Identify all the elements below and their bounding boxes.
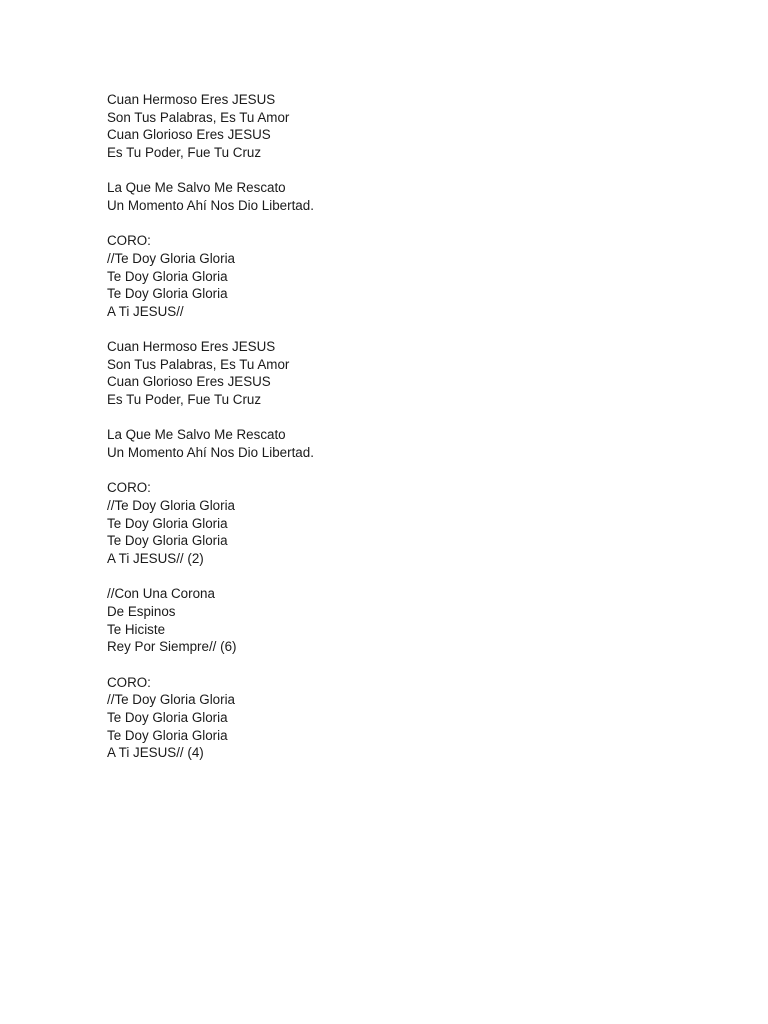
lyric-line: Cuan Glorioso Eres JESUS [107, 127, 271, 143]
lyric-line: Te Doy Gloria Gloria [107, 268, 228, 284]
lyric-line: Son Tus Palabras, Es Tu Amor [107, 109, 290, 125]
lyric-line: Un Momento Ahí Nos Dio Libertad. [107, 197, 314, 213]
lyric-line: Un Momento Ahí Nos Dio Libertad. [107, 445, 314, 461]
chorus-heading: CORO: [107, 480, 151, 496]
lyric-line: Son Tus Palabras, Es Tu Amor [107, 356, 290, 372]
stanza-chorus-2 [107, 479, 314, 567]
lyric-line: A Ti JESUS// [107, 303, 184, 319]
stanza-crown [107, 585, 314, 656]
lyric-line: Te Hiciste [107, 621, 166, 637]
chorus-heading: CORO: [107, 233, 151, 249]
stanza-chorus-1 [107, 232, 314, 320]
stanza-verse-2 [107, 338, 314, 409]
lyric-line: Rey Por Siempre// (6) [107, 639, 237, 655]
lyric-line: Te Doy Gloria Gloria [107, 533, 228, 549]
lyric-line: Es Tu Poder, Fue Tu Cruz [107, 144, 262, 160]
stanza-bridge-1 [107, 179, 314, 214]
lyric-line: //Te Doy Gloria Gloria [107, 250, 235, 266]
lyric-line: La Que Me Salvo Me Rescato [107, 180, 286, 196]
lyric-line: Cuan Hermoso Eres JESUS [107, 339, 276, 355]
lyric-line: Te Doy Gloria Gloria [107, 727, 228, 743]
chorus-heading: CORO: [107, 674, 151, 690]
lyric-line: La Que Me Salvo Me Rescato [107, 427, 286, 443]
lyric-line: //Te Doy Gloria Gloria [107, 498, 235, 514]
stanza-verse-1 [107, 91, 314, 162]
lyrics-text [107, 91, 314, 779]
lyric-line: A Ti JESUS// (4) [107, 745, 204, 761]
lyric-line: Cuan Hermoso Eres JESUS [107, 92, 276, 107]
lyric-line: Cuan Glorioso Eres JESUS [107, 374, 271, 390]
stanza-chorus-3 [107, 674, 314, 762]
lyric-line: Te Doy Gloria Gloria [107, 515, 228, 531]
lyric-line: A Ti JESUS// (2) [107, 550, 204, 566]
lyric-line: Te Doy Gloria Gloria [107, 709, 228, 725]
lyric-line: //Te Doy Gloria Gloria [107, 692, 235, 708]
lyric-line: De Espinos [107, 603, 176, 619]
lyric-line: Es Tu Poder, Fue Tu Cruz [107, 392, 262, 408]
lyric-line: //Con Una Corona [107, 586, 215, 602]
lyric-line: Te Doy Gloria Gloria [107, 286, 228, 302]
stanza-bridge-2 [107, 426, 314, 461]
